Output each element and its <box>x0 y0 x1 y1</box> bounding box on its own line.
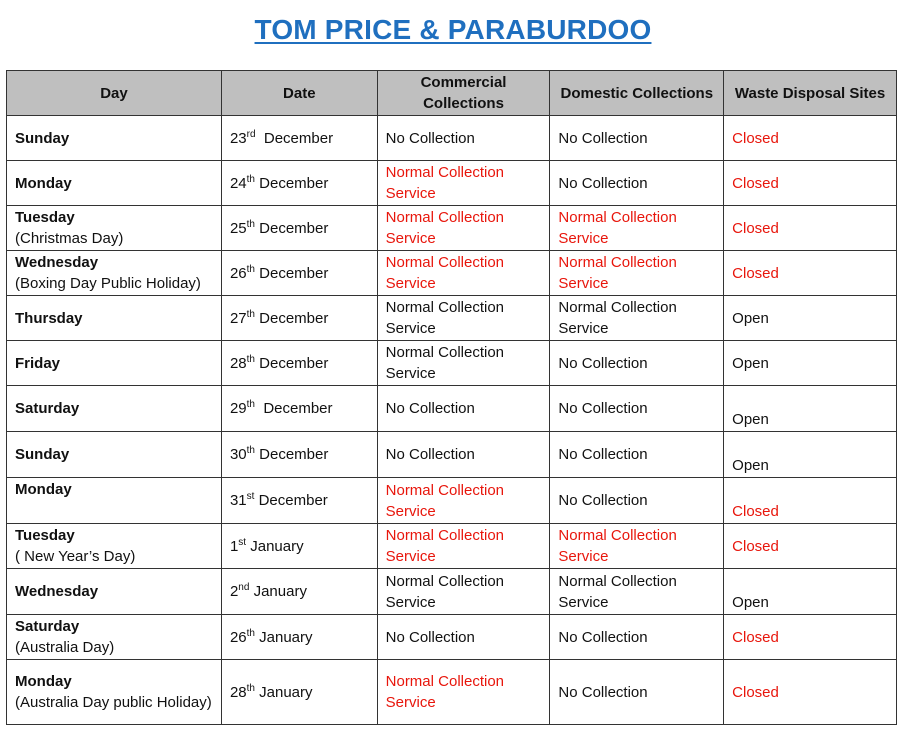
waste-disposal-cell: Closed <box>724 206 897 251</box>
commercial-cell: Normal Collection Service <box>377 478 550 524</box>
header-waste-disposal: Waste Disposal Sites <box>724 71 897 116</box>
day-note: (Australia Day public Holiday) <box>15 694 212 711</box>
day-name: Monday <box>15 481 72 498</box>
date-number: 30 <box>229 446 247 463</box>
date-month: January <box>254 628 313 646</box>
date-month: January <box>249 583 307 600</box>
date-cell <box>221 116 377 161</box>
day-note: ( New Year’s Day) <box>15 548 136 565</box>
day-cell <box>7 206 222 251</box>
table-row <box>7 116 897 161</box>
date-ordinal-suffix: th <box>246 445 255 456</box>
day-name: Wednesday <box>15 583 99 600</box>
header-commercial: Commercial Collections <box>377 71 550 116</box>
table-row <box>7 341 897 386</box>
date-month: December <box>254 309 329 327</box>
commercial-cell: No Collection <box>377 432 550 478</box>
date-ordinal-suffix: th <box>246 173 255 185</box>
date-cell <box>221 161 377 206</box>
day-name: Saturday <box>15 618 80 635</box>
commercial-cell: Normal Collection Service <box>377 296 550 341</box>
date-ordinal-suffix: nd <box>238 582 250 593</box>
waste-disposal-cell: Open <box>724 341 897 386</box>
commercial-cell: Normal Collection Service <box>377 524 550 569</box>
waste-disposal-cell: Closed <box>724 660 897 725</box>
domestic-cell: Normal Collection Service <box>550 569 724 615</box>
date-cell <box>221 524 377 569</box>
waste-disposal-cell: Open <box>724 386 897 432</box>
date-ordinal-suffix: th <box>246 263 255 275</box>
commercial-cell: Normal Collection Service <box>377 206 550 251</box>
day-note: (Australia Day) <box>15 639 115 656</box>
waste-disposal-cell: Closed <box>724 478 897 524</box>
date-ordinal-suffix: st <box>246 491 255 502</box>
date-cell <box>221 660 377 725</box>
date-month: December <box>254 264 329 282</box>
date-number: 28 <box>229 683 247 701</box>
day-note: (Boxing Day Public Holiday) <box>15 275 201 292</box>
day-cell <box>7 116 222 161</box>
date-number: 31 <box>229 492 247 509</box>
table-row <box>7 432 897 478</box>
commercial-cell: Normal Collection Service <box>377 161 550 206</box>
waste-disposal-cell: Closed <box>724 161 897 206</box>
domestic-cell: No Collection <box>550 341 724 386</box>
commercial-cell: Normal Collection Service <box>377 251 550 296</box>
date-cell <box>221 251 377 296</box>
page-title: TOM PRICE & PARABURDOO <box>254 14 652 45</box>
date-month: December <box>254 446 329 463</box>
domestic-cell: Normal Collection Service <box>550 206 724 251</box>
domestic-cell: No Collection <box>550 161 724 206</box>
day-name: Sunday <box>15 446 70 463</box>
day-name: Friday <box>15 354 61 372</box>
day-name: Tuesday <box>15 527 75 544</box>
day-name: Monday <box>15 673 72 690</box>
day-cell <box>7 341 222 386</box>
date-month: December <box>254 400 333 417</box>
day-name: Monday <box>15 174 72 192</box>
table-row <box>7 660 897 725</box>
commercial-cell: No Collection <box>377 386 550 432</box>
date-cell <box>221 296 377 341</box>
table-row <box>7 615 897 660</box>
day-name: Tuesday <box>15 209 75 226</box>
date-month: December <box>254 174 329 192</box>
domestic-cell: Normal Collection Service <box>550 296 724 341</box>
day-name: Wednesday <box>15 254 99 271</box>
collection-schedule-table <box>6 70 897 725</box>
day-cell <box>7 660 222 725</box>
date-ordinal-suffix: rd <box>246 128 256 140</box>
day-cell <box>7 161 222 206</box>
date-month: December <box>254 219 329 237</box>
table-row <box>7 251 897 296</box>
day-cell <box>7 432 222 478</box>
domestic-cell: No Collection <box>550 432 724 478</box>
day-cell <box>7 478 222 524</box>
domestic-cell: No Collection <box>550 615 724 660</box>
date-cell <box>221 386 377 432</box>
date-month: January <box>254 683 313 701</box>
date-cell <box>221 206 377 251</box>
date-cell <box>221 478 377 524</box>
day-cell <box>7 524 222 569</box>
date-ordinal-suffix: th <box>246 218 255 230</box>
day-cell <box>7 251 222 296</box>
date-cell <box>221 615 377 660</box>
table-row <box>7 478 897 524</box>
day-cell <box>7 296 222 341</box>
date-cell <box>221 432 377 478</box>
table-header-row <box>7 71 897 116</box>
date-month: December <box>255 129 334 147</box>
date-number: 1 <box>229 537 239 555</box>
date-ordinal-suffix: th <box>246 682 255 694</box>
date-cell <box>221 569 377 615</box>
day-cell <box>7 615 222 660</box>
date-number: 24 <box>229 174 247 192</box>
date-number: 23 <box>229 129 247 147</box>
table-row <box>7 524 897 569</box>
commercial-cell: Normal Collection Service <box>377 569 550 615</box>
date-month: December <box>254 354 329 372</box>
date-ordinal-suffix: th <box>246 308 255 320</box>
date-number: 26 <box>229 628 247 646</box>
date-number: 25 <box>229 219 247 237</box>
waste-disposal-cell: Closed <box>724 615 897 660</box>
domestic-cell: No Collection <box>550 660 724 725</box>
waste-disposal-cell: Open <box>724 296 897 341</box>
header-date: Date <box>221 71 377 116</box>
waste-disposal-cell: Open <box>724 569 897 615</box>
date-ordinal-suffix: th <box>246 353 255 365</box>
date-ordinal-suffix: th <box>246 399 255 410</box>
date-number: 2 <box>229 583 239 600</box>
table-row <box>7 206 897 251</box>
header-day: Day <box>7 71 222 116</box>
waste-disposal-cell: Closed <box>724 251 897 296</box>
domestic-cell: Normal Collection Service <box>550 524 724 569</box>
day-name: Saturday <box>15 400 80 417</box>
day-note: (Christmas Day) <box>15 230 124 247</box>
waste-disposal-cell: Closed <box>724 116 897 161</box>
waste-disposal-cell: Closed <box>724 524 897 569</box>
date-month: January <box>246 537 304 555</box>
domestic-cell: No Collection <box>550 478 724 524</box>
header-domestic: Domestic Collections <box>550 71 724 116</box>
table-row <box>7 386 897 432</box>
commercial-cell: No Collection <box>377 116 550 161</box>
commercial-cell: No Collection <box>377 615 550 660</box>
domestic-cell: Normal Collection Service <box>550 251 724 296</box>
date-ordinal-suffix: st <box>238 536 247 548</box>
domestic-cell: No Collection <box>550 386 724 432</box>
domestic-cell: No Collection <box>550 116 724 161</box>
commercial-cell: Normal Collection Service <box>377 341 550 386</box>
waste-disposal-cell: Open <box>724 432 897 478</box>
date-number: 26 <box>229 264 247 282</box>
date-number: 27 <box>229 309 247 327</box>
table-row <box>7 569 897 615</box>
table-row <box>7 161 897 206</box>
table-row <box>7 296 897 341</box>
day-cell <box>7 569 222 615</box>
commercial-cell: Normal Collection Service <box>377 660 550 725</box>
day-cell <box>7 386 222 432</box>
date-cell <box>221 341 377 386</box>
date-ordinal-suffix: th <box>246 627 255 639</box>
date-number: 28 <box>229 354 247 372</box>
date-number: 29 <box>229 400 247 417</box>
date-month: December <box>254 492 328 509</box>
day-name: Sunday <box>15 129 70 147</box>
day-name: Thursday <box>15 309 83 327</box>
